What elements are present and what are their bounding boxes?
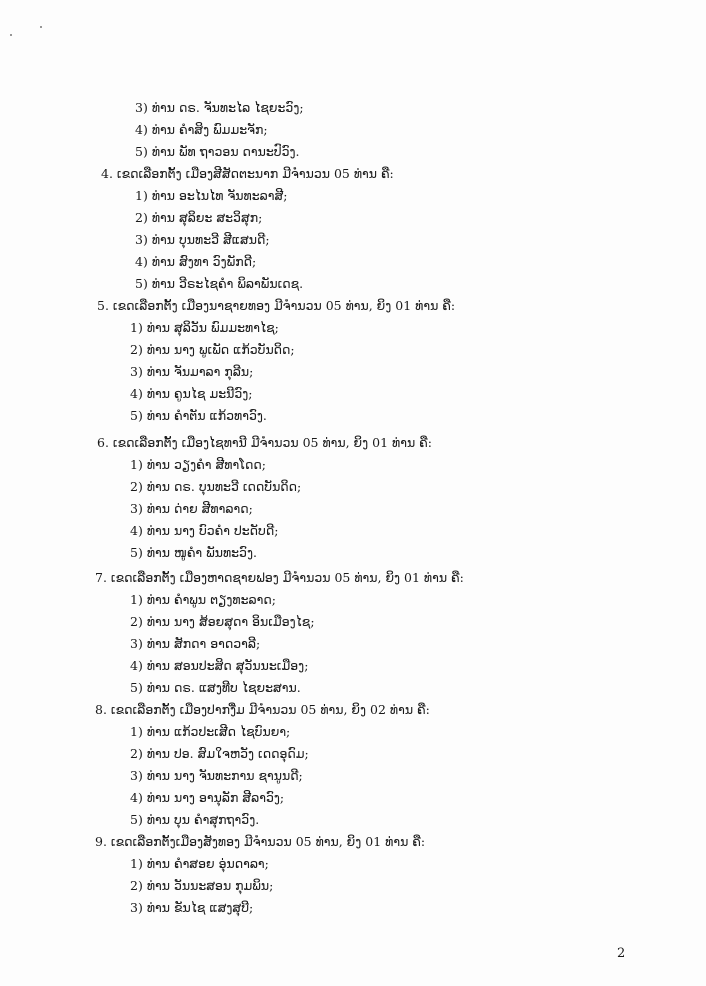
section-heading: 8. ເຂດເລືອກຕັ້ງ ເມືອງປາກງື່ມ ມີຈຳນວນ 05 ທ່ານ, ຍິງ 02 ທ່ານ ຄື: xyxy=(95,702,430,717)
list-item: 4) ທ່ານ ຄຳສິງ ພົມມະຈັກ; xyxy=(135,122,268,137)
list-item: 4) ທ່ານ ສອນປະສິດ ສຸວັນນະເມືອງ; xyxy=(130,658,309,673)
list-item: 2) ທ່ານ ປອ. ສົມໃຈຫວັງ ເດດອຸດົມ; xyxy=(130,746,309,761)
page-number: 2 xyxy=(617,946,626,961)
list-item: 5) ທ່ານ ດຣ. ແສງທີບ ໄຊຍະສານ. xyxy=(130,680,301,695)
list-item: 3) ທ່ານ ຂັນໄຊ ແສງສຸບີ; xyxy=(130,900,254,915)
list-item: 5) ທ່ານ ໜູຄຳ ພັນທະວົງ. xyxy=(130,545,257,560)
list-item: 1) ທ່ານ ຄຳພູນ ຕຽງທະລາດ; xyxy=(130,592,276,607)
list-item: 2) ທ່ານ ດຣ. ບຸນທະວີ ເດດບັນດິດ; xyxy=(130,479,302,494)
list-item: 5) ທ່ານ ວີຣະໄຊຄຳ ພິລາພັນເດຊ. xyxy=(135,276,304,291)
list-item: 3) ທ່ານ ສັກດາ ອາດວາລີ; xyxy=(130,636,261,651)
section-heading: 7. ເຂດເລືອກຕັ້ງ ເມືອງຫາດຊາຍຟອງ ມີຈຳນວນ 05 ທ່ານ, ຍິງ 01 ທ່ານ ຄື: xyxy=(95,570,464,585)
list-item: 2) ທ່ານ ນາງ ພູເພັດ ແກ້ວບັນດິດ; xyxy=(130,342,295,357)
list-item: 4) ທ່ານ ສົງທາ ວົງພັກດີ; xyxy=(135,254,257,269)
list-item: 3) ທ່ານ ຈັນມາລາ ກຸລີນ; xyxy=(130,364,254,379)
list-item: 1) ທ່ານ ແກ້ວປະເສີດ ໄຊບົນຍາ; xyxy=(130,724,291,739)
list-item: 2) ທ່ານ ວັນນະສອນ ກຸມພິນ; xyxy=(130,878,274,893)
scan-speck xyxy=(40,26,42,28)
scan-speck xyxy=(10,34,12,36)
list-item: 2) ທ່ານ ສຸລິຍະ ສະວິສຸກ; xyxy=(135,210,263,225)
list-item: 1) ທ່ານ ສຸລິວັນ ພົມມະທາໄຊ; xyxy=(130,320,279,335)
list-item: 5) ທ່ານ ຄຳຕັນ ແກ້ວທາວົງ. xyxy=(130,408,267,423)
list-item: 4) ທ່ານ ຄູນໄຊ ມະນີວົງ; xyxy=(130,386,253,401)
list-item: 3) ທ່ານ ບຸນທະວີ ສີແສນດີ; xyxy=(135,232,270,247)
list-item: 4) ທ່ານ ນາງ ອານຸລັກ ສີລາວົງ; xyxy=(130,790,285,805)
list-item: 1) ທ່ານ ວຽງຄຳ ສີທາໂດດ; xyxy=(130,457,266,472)
list-item: 5) ທ່ານ ບຸນ ຄຳສຸກຖາວົງ. xyxy=(130,812,260,827)
section-heading: 6. ເຂດເລືອກຕັ້ງ ເມືອງໄຊທານີ ມີຈຳນວນ 05 ທ່ານ, ຍິງ 01 ທ່ານ ຄື: xyxy=(97,435,432,450)
list-item: 2) ທ່ານ ນາງ ສ້ອຍສຸດາ ອິນເມືອງໄຊ; xyxy=(130,614,315,629)
list-item: 5) ທ່ານ ພັທ ຖາວອນ ດານະປົວົງ. xyxy=(135,144,300,159)
list-item: 4) ທ່ານ ນາງ ບົວຄຳ ປະດັບດີ; xyxy=(130,523,279,538)
list-item: 3) ທ່ານ ດ່າຍ ສີທາລາດ; xyxy=(130,501,253,516)
list-item: 3) ທ່ານ ດຣ. ຈັນທະໄລ ໄຊຍະວົງ; xyxy=(135,100,304,115)
section-heading: 9. ເຂດເລືອກຕັ້ງເມືອງສັງທອງ ມີຈຳນວນ 05 ທ່ານ, ຍິງ 01 ທ່ານ ຄື: xyxy=(95,834,426,849)
section-heading: 5. ເຂດເລືອກຕັ້ງ ເມືອງນາຊາຍທອງ ມີຈຳນວນ 05 ທ່ານ, ຍິງ 01 ທ່ານ ຄື: xyxy=(97,298,456,313)
list-item: 1) ທ່ານ ຄຳສອຍ ອຸ່ນດາລາ; xyxy=(130,856,269,871)
section-heading: 4. ເຂດເລືອກຕັ້ງ ເມືອງສີສັດຕະນາກ ມີຈຳນວນ 05 ທ່ານ ຄື: xyxy=(101,166,394,181)
list-item: 3) ທ່ານ ນາງ ຈັນທະການ ຊານູນດີ; xyxy=(130,768,303,783)
list-item: 1) ທ່ານ ອະໄນໄທ ຈັນທະລາສີ; xyxy=(135,188,288,203)
